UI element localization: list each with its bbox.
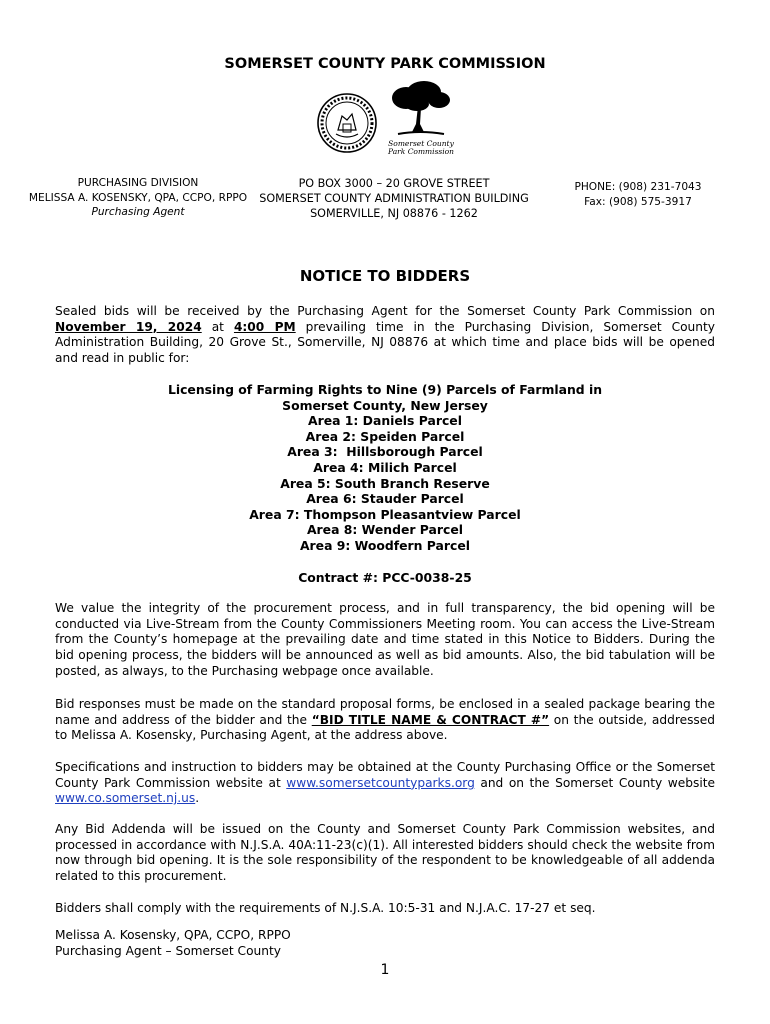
intro-text-at: at (201, 319, 234, 334)
notice-heading: NOTICE TO BIDDERS (299, 267, 471, 285)
page-number: 1 (380, 962, 390, 978)
logo-text-line2: Park Commission (388, 147, 455, 156)
specs-text-a: Specifications and instruction to bidders may be obtained at the County Purchasing Office or the Somerset County Park Commission website at (55, 760, 715, 790)
county-website-link[interactable]: www.co.somerset.nj.us (55, 791, 196, 806)
intro-text-a: Sealed bids will be received by the Purchasing Agent for the Somerset County Park Commission on (55, 304, 715, 318)
area-item: Area 8: Wender Parcel (306, 522, 464, 538)
purchasing-division-label: PURCHASING DIVISION (77, 177, 199, 189)
bid-response-paragraph (55, 697, 715, 744)
area-item: Area 9: Woodfern Parcel (299, 537, 471, 553)
contact-block (560, 180, 716, 209)
address-block (248, 176, 540, 221)
specs-text-b: and on the Somerset County website (474, 775, 715, 790)
specifications-paragraph (55, 760, 715, 807)
area-item: Area 3: Hillsborough Parcel (287, 444, 483, 460)
address-line3: SOMERVILLE, NJ 08876 - 1262 (310, 207, 478, 220)
area-item: Area 1: Daniels Parcel (308, 413, 462, 429)
intro-paragraph (55, 304, 715, 367)
signature-name: Melissa A. Kosensky, QPA, CCPO, RPPO (55, 928, 291, 942)
bid-response-text-b: on the outside, addressed to Melissa A. Kosensky, Purchasing Agent, at the address above. (55, 712, 715, 743)
bid-title-line: Somerset County, New Jersey (282, 397, 488, 413)
park-commission-website-link[interactable]: www.somersetcountyparks.org (286, 775, 475, 790)
purchasing-division-block (20, 176, 256, 220)
bid-title-emphasis: “BID TITLE NAME & CONTRACT #” (311, 712, 550, 727)
purchasing-agent-name: MELISSA A. KOSENSKY, QPA, CCPO, RPPO (28, 191, 248, 204)
bid-title-list (0, 382, 770, 554)
area-item: Area 2: Speiden Parcel (305, 428, 465, 444)
purchasing-agent-title: Purchasing Agent (91, 206, 185, 218)
park-commission-tree-logo (384, 80, 456, 158)
document-title: SOMERSET COUNTY PARK COMMISSION (224, 56, 546, 72)
address-line2: SOMERSET COUNTY ADMINISTRATION BUILDING (259, 192, 529, 205)
area-item: Area 5: South Branch Reserve (280, 475, 490, 491)
area-item: Area 7: Thompson Pleasantview Parcel (249, 506, 521, 522)
bid-response-text-a: Bid responses must be made on the standard proposal forms, be enclosed in a sealed package bearing the name and address of the bidder and the (55, 697, 715, 727)
area-item: Area 6: Stauder Parcel (306, 491, 464, 507)
contract-number: Contract #: PCC-0038-25 (298, 570, 472, 585)
phone-number: PHONE: (908) 231-7043 (574, 181, 702, 193)
fax-number: Fax: (908) 575-3917 (584, 195, 692, 208)
bid-title-line: Licensing of Farming Rights to Nine (9) Parcels of Farmland in (167, 382, 603, 397)
livestream-paragraph: We value the integrity of the procurement process, and in full transparency, the bid opening will be conducted via Live-Stream from the County Commissioners Meeting room. You can access the Live-Stream from the County’s homepage at the prevailing date and time stated in this Notice to Bidders. During the bid opening process, the bidders will be announced as well as bid amounts. Also, the bid tabulation will be posted, as always, to the Purchasing webpage once available. (55, 601, 715, 678)
specs-text-c: . (195, 791, 200, 806)
signature-block (55, 928, 715, 959)
county-seal-logo (316, 92, 378, 154)
logo-text-line1: Somerset County (388, 139, 454, 148)
intro-text-b: prevailing time in the Purchasing Division, Somerset County Administration Building, 20 Grove St., Somerville, NJ 08876 at which time and place bids will be opened and read in public for: (55, 319, 715, 366)
bid-date: November 19, 2024 (55, 319, 202, 334)
area-item: Area 4: Milich Parcel (313, 459, 457, 475)
compliance-paragraph: Bidders shall comply with the requirements of N.J.S.A. 10:5-31 and N.J.A.C. 17-27 et seq. (55, 901, 596, 915)
tree-icon (384, 80, 456, 138)
addenda-paragraph: Any Bid Addenda will be issued on the County and Somerset County Park Commission websites, and processed in accordance with N.J.S.A. 40A:11-23(c)(1). All interested bidders should check the website from now through bid opening. It is the sole responsibility of the respondent to be knowledgeable of all addenda related to this procurement. (55, 822, 715, 884)
signature-title: Purchasing Agent – Somerset County (55, 943, 281, 958)
address-line1: PO BOX 3000 – 20 GROVE STREET (298, 177, 490, 190)
bid-time: 4:00 PM (233, 319, 296, 334)
